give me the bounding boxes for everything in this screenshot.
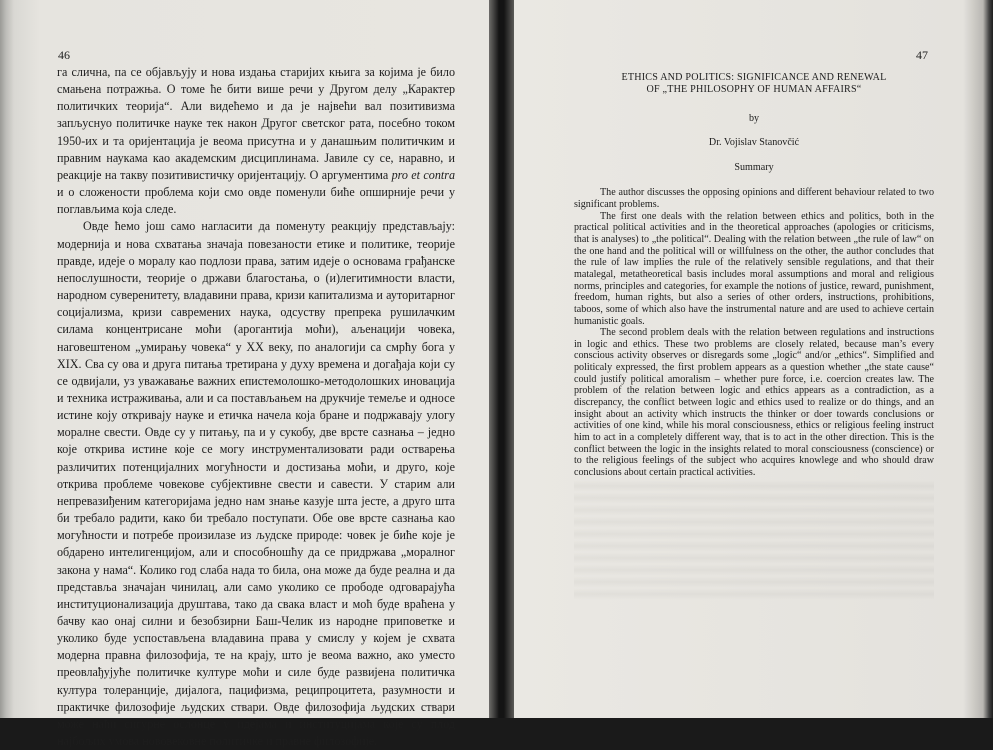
- left-body-text: [57, 64, 455, 750]
- page-number-left: 46: [58, 48, 70, 62]
- right-page: [514, 0, 993, 718]
- summary-heading: Summary: [734, 161, 774, 173]
- summary-block: [574, 72, 934, 479]
- left-p1-text-b: и о сложености проблема који смо овде поменули биће опширније речи у поглављима која следе.: [57, 185, 455, 217]
- show-through-bleed: [574, 480, 934, 600]
- title-line-2: OF „THE PHILOSOPHY OF HUMAN AFFAIRS“: [646, 83, 862, 95]
- summary-text: [574, 187, 934, 478]
- by-line: by: [748, 113, 760, 125]
- summary-paragraph-3: The second problem deals with the relation between regulations and instructions in logic and ethics. These two problems are closely related, because man’s every conscious activity observes or disregards some „logic“ and/or „ethics“. Simplified and politicaly expressed, the first problem appears as a question whether „the state cause“ could justify political amoralism – whether pure force, i.e. coercion creates law. The problem of the relation between logic and ethics appears as a contradiction, as a discrepancy, the conflict between logic and ethics used to realize or do things, and an insight about an activity which instructs the thinker or doer towards conclusions or activities of one kind, while his moral consciousness, ethics or religious feeling instruct him to act in a completely different way, that is to act in the other direction. This is the conflict between the logic in the insights related to moral consciousness (conscience) or to the religious feelings of the subject who acquires knowlege and who should draw conclusions about certain practical activities.: [574, 327, 934, 479]
- title-line-1: ETHICS AND POLITICS: SIGNIFICANCE AND RENEWAL: [621, 72, 887, 83]
- left-p1-text-a: га слична, па се објављују и нова издања старијих књига за којима је било смањена потражња. О томе ће бити више речи у Другом делу „Карактер политичких теорија“. Али видећемо и да је највећи вал позитивизма запљуснуо политичке науке тек након Другог светског рата, посебно током 1950-их и та оријентација је веома присутна и у данашњим политичким и правним наукама као академским дисциплинама. Јавиле су се, наравно, и реакције на такву позитивистичку оријентацију. О аргументима: [57, 65, 455, 182]
- book-gutter: [489, 0, 514, 718]
- left-p2-text: Овде ћемо још само нагласити да поменуту реакцију представљају: модернија и нова схватања значаја повезаности етике и политике, теорије правде, идеје о моралу као подлози права, затим идеје о основама грађанске непослушности, теорије о држави благостања, о (и)легитимности власти, народном суверенитету, владавини права, кризи капитализма и ауторитарног социјализма, кризи савремених наука, одсуству препрека рушилачким силама концентрисане моћи (арогантија моћи), аљенацији човека, наговештеном „умирању човека“ у XX веку, по аналогији са смрћу бога у XIX. Сва су ова и друга питања третирана у духу времена и догађаја који су се одвијали, уз уважавање важних епистемолошко-методолошких иновација и техника истраживања, али и са постављањем на друкчије темеље и односе истине коју откривају науке и етичка начела која бране и подржавају улогу моралне свести. Овде су у питању, па и у сукобу, две врсте сазнања – једно које открива истине које се могу инструментализовати ради остварења различитих потенцијалних могућности и достизања моћи, и друго, које открива проблеме човекове субјективне свести и савести. У старим али непревазиђеним категоријама једно нам знање казује шта јесте, а друго шта би требало радити, како би требало поступати. Обе ове врсте сазнања као могућности и потребе произилазе из људске природе: човек је биће које је обдарено интелигенцијом, али и способношћу да се придржава „моралног закона у нама“. Колико год слаба нада то била, она може да буде реална и да представља значајан чинилац, али само уколико се прободе одговарајућа институционализација друштава, тако да свака власт и моћ буде враћена у бачву као онај силни и безобзирни Баш-Челик из народне приповетке и уколико буде успостављена владавина права у смислу у којем је схвата модерна правна филозофија, те на крају, што је веома важно, ако уместо преовлађујуће политичке културе моћи и силе буде развијена политичка култура толеранције, дијалога, пацифизма, реципроцитета, разумности и практичке филозофије људских ствари. Овде филозофија људских ствари може наћи сигурне ослонце у идејама и институцијама које су плод најбољих умова нововековне политичке и правне филозофије.: [57, 219, 455, 749]
- summary-paragraph-2: The first one deals with the relation between ethics and politics, both in the practical political activities and in the theoretical approaches (apologies or criticisms, that is analyses) to „the political“. Dealing with the relation between „the rule of law“ on the one hand and the political will or willfulness on the other, the author concludes that the rule of law implies the rule of the relatively sensible regulations, and that their matalegal, metatheoretical basis includes moral assumptions and moral and religious norms, principles and categories, for example the notions of justice, reward, punishment, freedom, human rights, but also a series of other orders, instructions, prohibitions, taboos, some of which also have the instrumental nature and are used to achieve certain humanistic goals.: [574, 210, 934, 327]
- left-page: [0, 0, 489, 749]
- author-name: Dr. Vojislav Stanovčić: [708, 136, 800, 148]
- left-paragraph-1: [57, 64, 455, 218]
- left-paragraph-2: [57, 218, 455, 750]
- left-p1-italic-phrase: pro et contra: [391, 167, 455, 182]
- article-title: [574, 72, 934, 95]
- page-number-right: 47: [916, 48, 928, 62]
- summary-paragraph-1: The author discusses the opposing opinions and different behaviour related to two significant problems.: [574, 187, 934, 210]
